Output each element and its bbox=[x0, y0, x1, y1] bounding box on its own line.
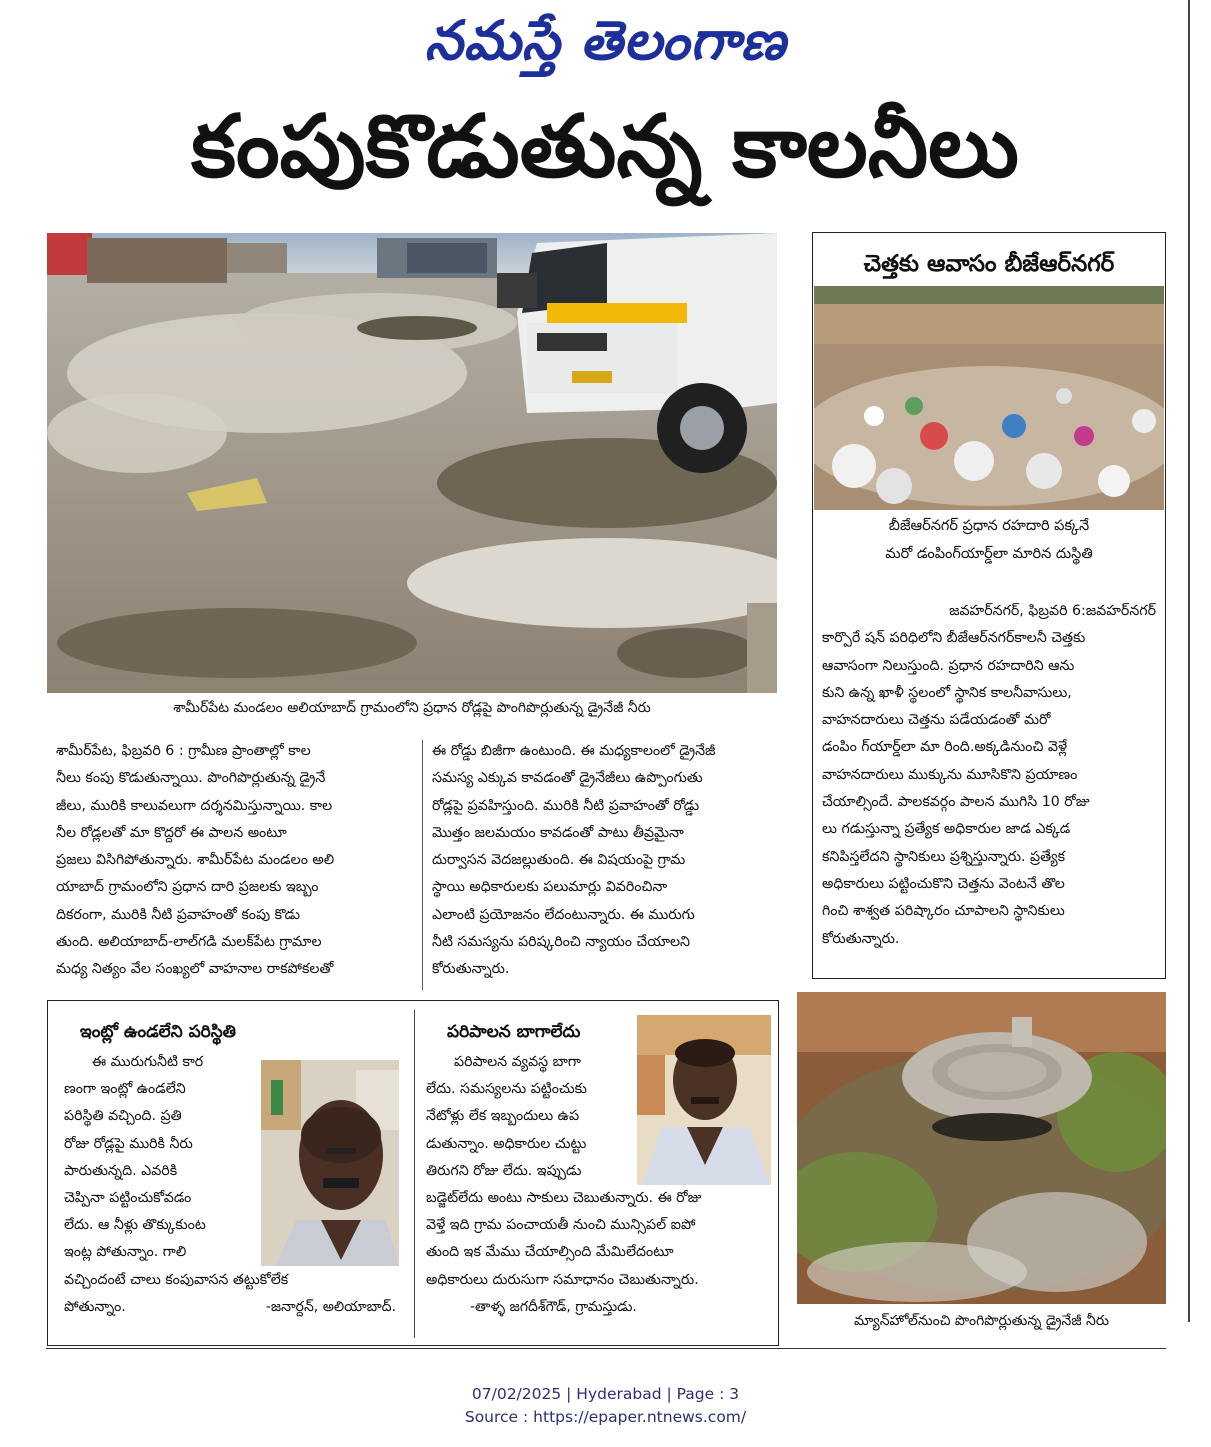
quotes-divider bbox=[414, 1010, 415, 1338]
story-line: అధికారులు పట్టించుకొని చెత్తను వెంటనే తొల bbox=[822, 875, 1065, 892]
story-line: కనిపిస్తలేదని స్థానికులు ప్రశ్నిస్తున్నారు. ప్రత్యేక bbox=[822, 848, 1066, 865]
story-line: దుర్వాసన వెదజల్లుతుంది. ఈ విషయంపై గ్రామ bbox=[432, 852, 686, 869]
quote2-text-wide bbox=[426, 1185, 771, 1294]
story-line: ఎలాంటి ప్రయోజనం లేదంటున్నారు. ఈ మురుగు bbox=[432, 906, 695, 923]
quote2-signature: -తాళ్ళ జగదీశ్‌గౌడ్, గ్రామస్తుడు. bbox=[470, 1299, 637, 1315]
story-line: లు గడుస్తున్నా ప్రత్యేక అధికారుల జాడ ఎక్కడ bbox=[822, 821, 1071, 838]
story-line: డంపిం గ్‌యార్డ్‌లా మా రింది.అక్కడినుంచి వెళ్లే bbox=[822, 739, 1068, 756]
quote1-text-narrow bbox=[64, 1049, 264, 1267]
story-line: కోరుతున్నారు. bbox=[822, 930, 900, 947]
edition-info: 07/02/2025 | Hyderabad | Page : 3 bbox=[471, 1385, 740, 1403]
quote-line: పోతున్నాం. bbox=[64, 1299, 126, 1316]
right-story-body bbox=[822, 598, 1156, 953]
story-line: స్థాయి అధికారులకు పలుమార్లు వివరించినా bbox=[432, 879, 668, 896]
quote-line: లేదు. ఆ నీళ్లు తొక్కుకుంట bbox=[64, 1217, 206, 1234]
bottom-rule bbox=[46, 1348, 1166, 1349]
story-line: ఆవాసంగా నిలుస్తుంది. ప్రధాన రహదారిని ఆను bbox=[822, 657, 1075, 674]
story-line: నీల రోడ్లలతో మా కొద్దరో ఈ పాలన అంటూ bbox=[56, 824, 287, 841]
story-line: రోడ్లపై ప్రవహిస్తుంది. మురికి నీటి ప్రవాహంతో రోడ్డు bbox=[432, 797, 700, 814]
main-photo-caption: శామీర్‌పేట మండలం అలియాబాద్ గ్రామంలోని ప్రధాన రోడ్లపై పొంగిపొర్లుతున్న డ్రైనేజీ నీరు bbox=[173, 700, 651, 716]
quote-line: డుతున్నాం. అధికారుల చుట్టు bbox=[426, 1135, 587, 1152]
story-line: సమస్య ఎక్కువ కావడంతో డ్రైనేజీలు ఉప్పొంగుతు bbox=[432, 770, 703, 787]
story-line: కోరుతున్నారు. bbox=[432, 961, 510, 978]
newspaper-masthead: నమస్తే తెలంగాణ bbox=[424, 8, 787, 72]
source-link[interactable]: Source : https://epaper.ntnews.com/ bbox=[464, 1408, 747, 1426]
page-edge-rule bbox=[1188, 0, 1190, 1322]
quote-line: వచ్చిందంటే చాలు కంపువాసన తట్టుకోలేక bbox=[64, 1272, 289, 1288]
story-line: మధ్య నిత్యం వేల సంఖ్యలో వాహనాల రాకపోకలతో bbox=[56, 961, 334, 978]
story-line: నీలు కంపు కొడుతున్నాయి. పొంగిపొర్లుతున్న డ్రైనే bbox=[56, 770, 326, 787]
quote-line: ఇంట్ల పోతున్నాం. గాలి bbox=[64, 1244, 187, 1261]
story-line: జీలు, మురికి కాలువలుగా దర్శనమిస్తున్నాయి. కాల bbox=[56, 797, 333, 814]
column-divider bbox=[422, 740, 423, 990]
quote-line: వెళ్తే ఇది గ్రామ పంచాయతీ నుంచి మున్సిపల్ ఐపో bbox=[426, 1217, 696, 1234]
page-headline: కంపుకొడుతున్న కాలనీలు bbox=[191, 97, 1019, 197]
caption-line: మరో డంపింగ్‌యార్డ్‌లా మారిన దుస్థితి bbox=[885, 546, 1093, 562]
garbage-photo-caption bbox=[814, 512, 1164, 572]
quote1-signature: -జనార్దన్, అలియాబాద్. bbox=[265, 1299, 396, 1315]
quote-line: పరిస్థితి వచ్చింది. ప్రతి bbox=[64, 1108, 182, 1125]
story-line: తుంది. అలియాబాద్-లాల్‌గడి మలక్‌పేట గ్రామాల bbox=[56, 934, 322, 951]
story-line: శామీర్‌పేట, ఫిబ్రవరి 6 : గ్రామీణ ప్రాంతాల్లో కాల bbox=[56, 743, 311, 759]
quote-line: రోజు రోడ్లపై మురికి నీరు bbox=[64, 1135, 193, 1152]
story-line: చేయాల్సిందే. పాలకవర్గం పాలన ముగిసి 10 రోజు bbox=[822, 794, 1090, 811]
quote-line: అధికారులు దురుసుగా సమాధానం చెబుతున్నారు. bbox=[426, 1271, 699, 1288]
right-story-title: చెత్తకు ఆవాసం బీజేఆర్‌నగర్ bbox=[863, 251, 1115, 277]
story-line: జవహర్‌నగర్, ఫిబ్రవరి 6:జవహర్‌నగర్ bbox=[949, 603, 1156, 619]
story-line: వాహనదారులు చెత్తను పడేయడంతో మరో bbox=[822, 712, 1051, 729]
main-story-column-1 bbox=[56, 738, 414, 984]
quote-line: చెప్పినా పట్టించుకోవడం bbox=[64, 1190, 192, 1207]
story-line: నీటి సమస్యను పరిష్కరించి న్యాయం చేయాలని bbox=[432, 934, 691, 951]
janardhan-portrait bbox=[261, 1060, 399, 1266]
story-line: కుని ఉన్న ఖాళీ స్థలంలో స్థానిక కాలనీవాసులు, bbox=[822, 684, 1072, 701]
quote-line: నేటోళ్లు లేక ఇబ్బందులు ఉప bbox=[426, 1108, 580, 1125]
story-line: యాబాద్ గ్రామంలోని ప్రధాన దారి ప్రజలకు ఇబ్బం bbox=[56, 879, 319, 896]
story-line: మొత్తం జలమయం కావడంతో పాటు తీవ్రమైనా bbox=[432, 824, 684, 841]
story-line: గించి శాశ్వత పరిష్కారం చూపాలని స్థానికులు bbox=[822, 903, 1065, 920]
story-line: ప్రజలు విసిగిపోతున్నారు. శామీర్‌పేట మండలం అలి bbox=[56, 852, 335, 869]
quote2-text-narrow bbox=[426, 1049, 636, 1185]
quote1-title: ఇంట్లో ఉండలేని పరిస్థితి bbox=[80, 1022, 236, 1042]
story-line: ఈ రోడ్డు బిజీగా ఉంటుంది. ఈ మధ్యకాలంలో డ్రైనేజీ bbox=[432, 743, 716, 759]
garbage-dump-photo bbox=[814, 286, 1164, 510]
quote-line: ఈ మురుగునీటి కార bbox=[92, 1054, 204, 1070]
quote-line: పరిపాలన వ్యవస్థ బాగా bbox=[454, 1054, 581, 1070]
quote-line: తుంది ఇక మేము చేయాల్సింది మేమిలేదంటూ bbox=[426, 1244, 674, 1261]
main-story-column-2 bbox=[432, 738, 784, 984]
manhole-photo bbox=[797, 992, 1166, 1304]
quote-line: బడ్జెట్‌లేదు అంటు సాకులు చెబుతున్నారు. ఈ రోజు bbox=[426, 1190, 702, 1206]
caption-line: బీజేఆర్‌నగర్ ప్రధాన రహదారి పక్కనే bbox=[888, 518, 1090, 534]
story-line: కార్పొరే షన్ పరిధిలోని బీజేఆర్‌నగర్‌కాలనీ చెత్తకు bbox=[822, 630, 1086, 647]
quote2-title: పరిపాలన బాగాలేదు bbox=[447, 1022, 581, 1042]
story-line: వాహనదారులు ముక్కును మూసికొని ప్రయాణం bbox=[822, 766, 1078, 783]
story-line: దికరంగా, మురికి నీటి ప్రవాహంతో కంపు కొడు bbox=[56, 906, 301, 923]
quote-line: తిరుగని రోజు లేదు. ఇప్పుడు bbox=[426, 1162, 582, 1179]
road-drainage-photo bbox=[47, 233, 777, 693]
jagadish-goud-portrait bbox=[637, 1015, 771, 1185]
manhole-photo-caption: మ్యాన్‌హోల్‌నుంచి పొంగిపొర్లుతున్న డ్రైనేజీ నీరు bbox=[854, 1313, 1109, 1329]
quote-line: లేదు. సమస్యలను పట్టించుకు bbox=[426, 1081, 587, 1098]
quote-line: పారుతున్నది. ఎవరికి bbox=[64, 1162, 178, 1179]
quote-line: ణంగా ఇంట్లో ఉండలేని bbox=[64, 1081, 186, 1098]
